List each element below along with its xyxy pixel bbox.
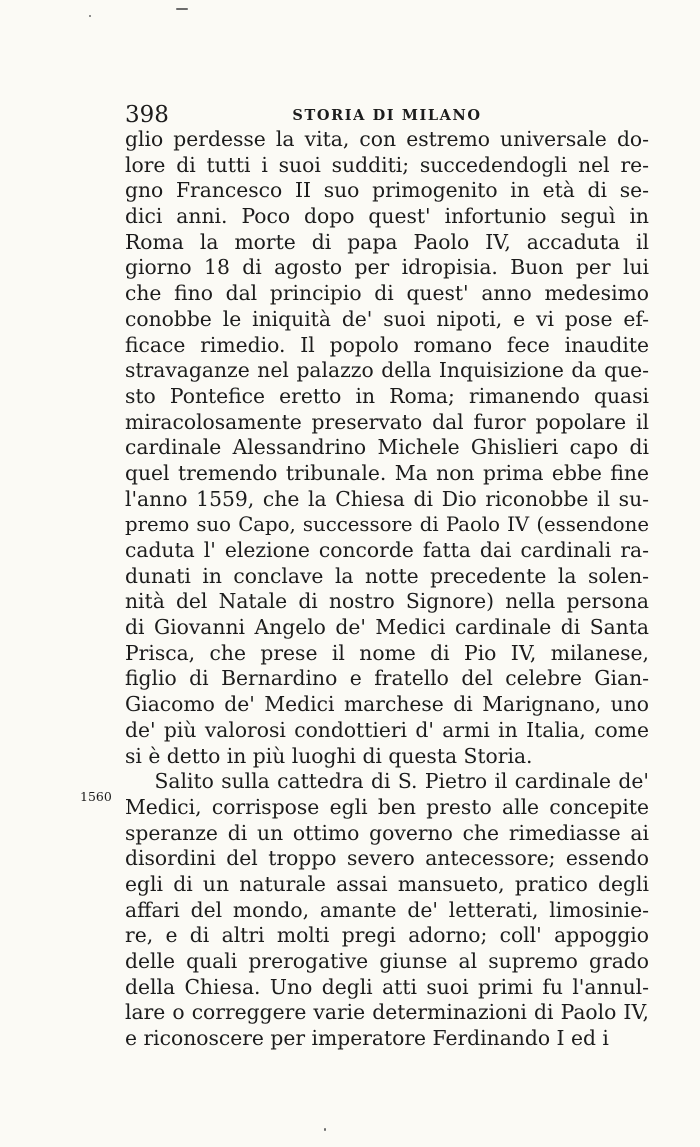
text-line: glio perdesse la vita, con estremo universale do- — [125, 127, 649, 151]
text-line: cardinale Alessandrino Michele Ghislieri capo di — [125, 435, 649, 460]
text-line: figlio di Bernardino e fratello del celebre Gian- — [125, 666, 649, 691]
page-header — [125, 101, 649, 129]
text-line: lore di tutti i suoi sudditi; succedendogli nel re- — [125, 152, 649, 177]
text-line: delle quali prerogative giunse al supremo grado — [125, 949, 649, 973]
text-line: Medici, corrispose egli ben presto alle concepite — [125, 794, 649, 819]
text-line: dunati in conclave la notte precedente la solen- — [125, 563, 649, 588]
text-line: e riconoscere per imperatore Ferdinando I ed i — [125, 1026, 609, 1051]
text-line: giorno 18 di agosto per idropisia. Buon per lui — [125, 255, 649, 280]
text-line: re, e di altri molti pregi adorno; coll' appoggio — [125, 923, 649, 948]
text-line: speranze di un ottimo governo che rimediasse ai — [125, 820, 649, 845]
text-line: sto Pontefice eretto in Roma; rimanendo quasi — [125, 383, 649, 408]
text-line: Prisca, che prese il nome di Pio IV, milanese, — [125, 640, 649, 665]
text-line: affari del mondo, amante de' letterati, limosinie- — [125, 897, 649, 922]
text-line: nità del Natale di nostro Signore) nella persona — [125, 589, 649, 614]
margin-year-note: 1560 — [80, 789, 112, 804]
text-line: conobbe le iniquità de' suoi nipoti, e vi pose ef- — [125, 306, 649, 331]
text-line: ficace rimedio. Il popolo romano fece inaudite — [125, 332, 649, 357]
ink-speck — [176, 8, 188, 10]
text-line: di Giovanni Angelo de' Medici cardinale di Santa — [125, 615, 649, 640]
text-line: caduta l' elezione concorde fatta dai cardinali ra- — [125, 538, 649, 562]
text-line: si è detto in più luoghi di questa Storia. — [125, 743, 533, 768]
running-title: STORIA DI MILANO — [292, 107, 482, 124]
text-line: lare o correggere varie determinazioni di Paolo IV, — [125, 1000, 649, 1025]
text-line: gno Francesco II suo primogenito in età di se- — [125, 178, 649, 203]
text-line: disordini del troppo severo antecessore; essendo — [125, 846, 649, 871]
body-text — [125, 127, 649, 1052]
text-line: miracolosamente preservato dal furor popolare il — [125, 409, 649, 434]
ink-speck — [324, 1128, 326, 1131]
text-line: Salito sulla cattedra di S. Pietro il cardinale de' — [125, 769, 649, 794]
text-line: l'anno 1559, che la Chiesa di Dio riconobbe il su- — [125, 486, 649, 511]
text-line: quel tremendo tribunale. Ma non prima ebbe fine — [125, 460, 649, 485]
text-line: egli di un naturale assai mansueto, pratico degli — [125, 871, 649, 896]
text-line: Giacomo de' Medici marchese di Marignano, uno — [125, 692, 649, 717]
text-line: Roma la morte di papa Paolo IV, accaduta il — [125, 229, 649, 254]
text-line: stravaganze nel palazzo della Inquisizione da que- — [125, 358, 649, 383]
text-line: della Chiesa. Uno degli atti suoi primi fu l'annul- — [125, 974, 649, 999]
text-line: premo suo Capo, successore di Paolo IV (essendone — [125, 513, 649, 537]
ink-speck — [89, 15, 91, 17]
text-line: dici anni. Poco dopo quest' infortunio seguì in — [125, 204, 649, 229]
text-line: che fino dal principio di quest' anno medesimo — [125, 281, 649, 306]
page-number: 398 — [125, 102, 169, 128]
text-line: de' più valorosi condottieri d' armi in Italia, come — [125, 717, 649, 742]
